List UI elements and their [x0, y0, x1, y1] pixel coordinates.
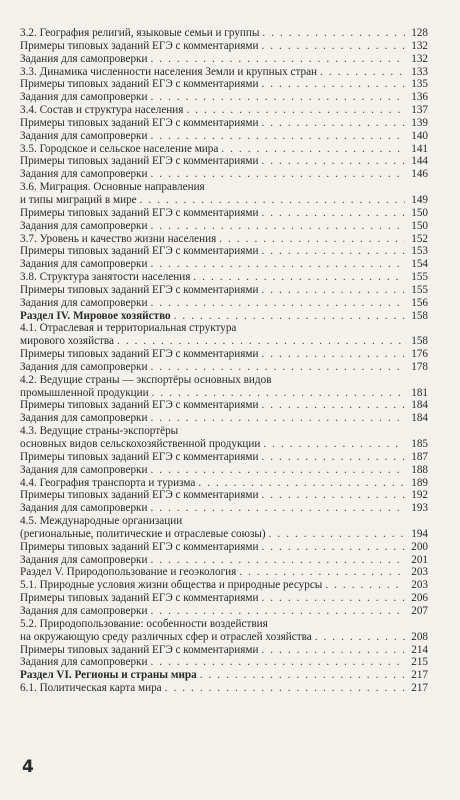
toc-entry-page: 158 — [411, 309, 428, 322]
toc-entry-title: Примеры типовых заданий ЕГЭ с комментариями — [20, 540, 259, 553]
toc-entry — [20, 669, 428, 682]
toc-entry — [20, 374, 428, 387]
toc-entry — [20, 258, 428, 271]
toc-leader-dots — [261, 489, 405, 502]
toc-entry — [20, 220, 428, 233]
toc-entry-title: Задания для самопроверки — [20, 219, 148, 232]
toc-entry-page: 201 — [411, 553, 428, 566]
toc-entry — [20, 425, 428, 438]
toc-entry — [20, 91, 428, 104]
toc-entry — [20, 40, 428, 53]
toc-leader-dots — [261, 78, 405, 91]
toc-leader-dots — [152, 387, 405, 400]
toc-entry — [20, 104, 428, 117]
toc-leader-dots — [221, 143, 405, 156]
toc-leader-dots — [261, 284, 405, 297]
toc-entry — [20, 53, 428, 66]
toc-entry — [20, 27, 428, 40]
toc-entry-page: 144 — [411, 155, 428, 168]
toc-leader-dots — [150, 258, 405, 271]
toc-entry-page: 150 — [411, 219, 428, 232]
toc-entry-title: 3.4. Состав и структура населения — [20, 104, 184, 117]
toc-entry-page: 208 — [411, 630, 428, 643]
toc-leader-dots — [150, 53, 405, 66]
toc-entry — [20, 477, 428, 490]
toc-entry-title: на окружающую среду различных сфер и отраслей хозяйства — [20, 630, 312, 643]
toc-entry-title: Задания для самопроверки — [20, 604, 148, 617]
toc-leader-dots — [150, 361, 405, 374]
toc-leader-dots — [198, 477, 405, 490]
toc-entry-title: Примеры типовых заданий ЕГЭ с комментариями — [20, 206, 259, 219]
toc-entry — [20, 181, 428, 194]
toc-entry — [20, 155, 428, 168]
toc-leader-dots — [150, 297, 405, 310]
toc-leader-dots — [165, 682, 405, 695]
toc-entry — [20, 387, 428, 400]
toc-entry-page: 158 — [411, 335, 428, 348]
toc-entry-page: 176 — [411, 348, 428, 361]
toc-entry — [20, 592, 428, 605]
toc-entry-page: 187 — [411, 450, 428, 463]
toc-entry-page: 149 — [411, 193, 428, 206]
toc-entry — [20, 168, 428, 181]
toc-entry-title: Примеры типовых заданий ЕГЭ с комментариями — [20, 283, 259, 296]
toc-entry — [20, 233, 428, 246]
toc-entry-title: Раздел IV. Мировое хозяйство — [20, 309, 171, 322]
toc-leader-dots — [186, 104, 405, 117]
toc-entry-title: 4.4. География транспорта и туризма — [20, 476, 196, 489]
toc-entry — [20, 566, 428, 579]
toc-entry-title: Задания для самопроверки — [20, 656, 148, 669]
toc-entry — [20, 310, 428, 323]
toc-leader-dots — [261, 155, 405, 168]
toc-entry — [20, 130, 428, 143]
toc-entry-title: 4.3. Ведущие страны-экспортёры — [20, 425, 179, 438]
toc-entry-page: 189 — [411, 476, 428, 489]
toc-entry-title: Примеры типовых заданий ЕГЭ с комментариями — [20, 592, 259, 605]
toc-entry-title: Задания для самопроверки — [20, 502, 148, 515]
toc-entry — [20, 515, 428, 528]
toc-leader-dots — [140, 194, 405, 207]
toc-entry — [20, 541, 428, 554]
toc-leader-dots — [239, 566, 405, 579]
toc-entry-title: 3.6. Миграция. Основные направления — [20, 181, 205, 194]
toc-entry-title: Задания для самопроверки — [20, 553, 148, 566]
toc-entry-title: мирового хозяйства — [20, 335, 115, 348]
toc-entry — [20, 361, 428, 374]
toc-entry — [20, 605, 428, 618]
toc-entry-page: 178 — [411, 360, 428, 373]
toc-entry — [20, 143, 428, 156]
toc-leader-dots — [150, 220, 405, 233]
toc-entry — [20, 464, 428, 477]
toc-entry — [20, 644, 428, 657]
toc-entry-title: Задания для самопроверки — [20, 52, 148, 65]
toc-entry-title: Задания для самопроверки — [20, 360, 148, 373]
toc-entry — [20, 502, 428, 515]
toc-entry-page: 156 — [411, 296, 428, 309]
toc-entry-title: Примеры типовых заданий ЕГЭ с комментариями — [20, 643, 259, 656]
toc-entry-page: 154 — [411, 258, 428, 271]
toc-entry-title: Примеры типовых заданий ЕГЭ с комментариями — [20, 450, 259, 463]
toc-entry-title: Примеры типовых заданий ЕГЭ с комментариями — [20, 245, 259, 258]
toc-entry-page: 155 — [411, 271, 428, 284]
toc-entry — [20, 554, 428, 567]
toc-entry — [20, 66, 428, 79]
toc-leader-dots — [150, 130, 405, 143]
toc-entry-page: 140 — [411, 129, 428, 142]
toc-entry — [20, 682, 428, 695]
toc-entry-page: 206 — [411, 592, 428, 605]
toc-leader-dots — [261, 399, 405, 412]
toc-entry-title: Примеры типовых заданий ЕГЭ с комментариями — [20, 116, 259, 129]
toc-entry-title: 3.7. Уровень и качество жизни населения — [20, 232, 217, 245]
toc-entry-page: 132 — [411, 39, 428, 52]
toc-entry-title: основных видов сельскохозяйственной продукции — [20, 438, 261, 450]
toc-entry-title: Примеры типовых заданий ЕГЭ с комментариями — [20, 78, 259, 91]
toc-entry — [20, 438, 428, 451]
toc-entry-page: 188 — [411, 463, 428, 476]
toc-entry-page: 184 — [411, 399, 428, 412]
toc-entry-page: 135 — [411, 78, 428, 91]
toc-leader-dots — [261, 592, 405, 605]
toc-entry-page: 132 — [411, 52, 428, 65]
toc-leader-dots — [262, 27, 405, 40]
toc-entry-title: 4.5. Международные организации — [20, 515, 183, 528]
toc-entry-title: Задания для самопроверки — [20, 412, 148, 425]
toc-entry-page: 141 — [411, 142, 428, 155]
toc-entry-page: 214 — [411, 643, 428, 656]
toc-entry-title: Задания для самопроверки — [20, 463, 148, 476]
toc-leader-dots — [150, 168, 405, 181]
toc-entry — [20, 245, 428, 258]
toc-leader-dots — [315, 631, 405, 644]
toc-entry-title: Примеры типовых заданий ЕГЭ с комментариями — [20, 39, 259, 52]
toc-leader-dots — [219, 233, 405, 246]
toc-leader-dots — [261, 207, 405, 220]
toc-leader-dots — [269, 528, 405, 541]
toc-entry-page: 203 — [411, 566, 428, 579]
toc-entry — [20, 528, 428, 541]
toc-entry-page: 133 — [411, 65, 428, 78]
toc-leader-dots — [325, 579, 405, 592]
toc-entry-page: 155 — [411, 283, 428, 296]
toc-entry-page: 137 — [411, 104, 428, 117]
toc-leader-dots — [150, 412, 405, 425]
toc-entry-title: 3.8. Структура занятости населения — [20, 271, 191, 284]
toc-entry-title: промышленной продукции — [20, 386, 149, 399]
toc-entry — [20, 579, 428, 592]
toc-entry-page: 185 — [411, 438, 428, 450]
toc-entry-title: Задания для самопроверки — [20, 129, 148, 142]
toc-entry-page: 200 — [411, 540, 428, 553]
toc-leader-dots — [117, 335, 405, 348]
toc-entry-page: 181 — [411, 386, 428, 399]
toc-entry — [20, 297, 428, 310]
toc-entry-title: 6.1. Политическая карта мира — [20, 682, 162, 695]
toc-entry-page: 192 — [411, 489, 428, 502]
toc-leader-dots — [200, 669, 405, 682]
toc-entry-title: Примеры типовых заданий ЕГЭ с комментариями — [20, 348, 259, 361]
toc-entry-page: 146 — [411, 168, 428, 181]
toc-leader-dots — [261, 40, 405, 53]
toc-entry — [20, 451, 428, 464]
toc-entry-title: Задания для самопроверки — [20, 296, 148, 309]
toc-leader-dots — [150, 554, 405, 567]
toc-leader-dots — [261, 451, 405, 464]
toc-leader-dots — [150, 502, 405, 515]
toc-leader-dots — [150, 91, 405, 104]
toc-entry — [20, 271, 428, 284]
toc-entry-page: 136 — [411, 91, 428, 104]
toc-entry-page: 139 — [411, 116, 428, 129]
toc-leader-dots — [261, 117, 405, 130]
toc-leader-dots — [174, 310, 405, 323]
toc-leader-dots — [261, 541, 405, 554]
toc-entry-title: Примеры типовых заданий ЕГЭ с комментариями — [20, 489, 259, 502]
toc-entry-page: 207 — [411, 604, 428, 617]
toc-entry — [20, 489, 428, 502]
toc-entry-title: Раздел VI. Регионы и страны мира — [20, 669, 197, 682]
toc-entry — [20, 656, 428, 669]
toc-leader-dots — [320, 66, 405, 79]
toc-entry-page: 194 — [411, 527, 428, 540]
toc-entry — [20, 631, 428, 644]
toc-entry-title: 4.1. Отраслевая и территориальная структура — [20, 322, 237, 335]
toc-leader-dots — [150, 464, 405, 477]
toc-entry-title: Задания для самопроверки — [20, 91, 148, 104]
toc-entry-page: 217 — [411, 682, 428, 695]
toc-leader-dots — [261, 245, 405, 258]
toc-entry — [20, 194, 428, 207]
toc-entry-title: 4.2. Ведущие страны — экспортёры основных видов — [20, 373, 272, 386]
toc-entry — [20, 399, 428, 412]
toc-entry-page: 184 — [411, 412, 428, 425]
toc-entry-title: и типы миграций в мире — [20, 193, 137, 206]
toc-entry-page: 150 — [411, 206, 428, 219]
toc-entry — [20, 284, 428, 297]
toc-entry — [20, 207, 428, 220]
toc-leader-dots — [261, 644, 405, 657]
page-number: 4 — [22, 757, 34, 777]
toc-leader-dots — [193, 271, 405, 284]
toc-leader-dots — [263, 438, 405, 451]
toc-entry — [20, 335, 428, 348]
toc-leader-dots — [150, 656, 405, 669]
toc-entry — [20, 618, 428, 631]
toc-entry-title: Примеры типовых заданий ЕГЭ с комментариями — [20, 155, 259, 168]
table-of-contents — [20, 27, 428, 695]
toc-entry-title: 3.5. Городское и сельское население мира — [20, 142, 219, 155]
toc-leader-dots — [150, 605, 405, 618]
toc-entry-title: 5.2. Природопользование: особенности воздействия — [20, 617, 268, 630]
toc-entry-page: 217 — [411, 669, 428, 682]
toc-entry — [20, 78, 428, 91]
toc-entry-title: (региональные, политические и отраслевые союзы) — [20, 527, 266, 540]
toc-entry-title: 5.1. Природные условия жизни общества и природные ресурсы — [20, 579, 323, 592]
toc-entry-title: Задания для самопроверки — [20, 258, 148, 271]
toc-entry — [20, 117, 428, 130]
toc-entry-page: 153 — [411, 245, 428, 258]
toc-entry-title: Раздел V. Природопользование и геоэкология — [20, 566, 237, 579]
toc-entry — [20, 322, 428, 335]
toc-leader-dots — [261, 348, 405, 361]
toc-entry-title: 3.2. География религий, языковые семьи и группы — [20, 27, 260, 39]
toc-entry — [20, 348, 428, 361]
toc-entry-page: 152 — [411, 232, 428, 245]
toc-entry-page: 128 — [411, 27, 428, 39]
toc-entry — [20, 412, 428, 425]
toc-entry-title: Примеры типовых заданий ЕГЭ с комментариями — [20, 399, 259, 412]
toc-entry-title: Задания для самопроверки — [20, 168, 148, 181]
toc-entry-page: 193 — [411, 502, 428, 515]
toc-entry-page: 215 — [411, 656, 428, 669]
toc-entry-title: 3.3. Динамика численности населения Земли и крупных стран — [20, 65, 318, 78]
toc-entry-page: 203 — [411, 579, 428, 592]
